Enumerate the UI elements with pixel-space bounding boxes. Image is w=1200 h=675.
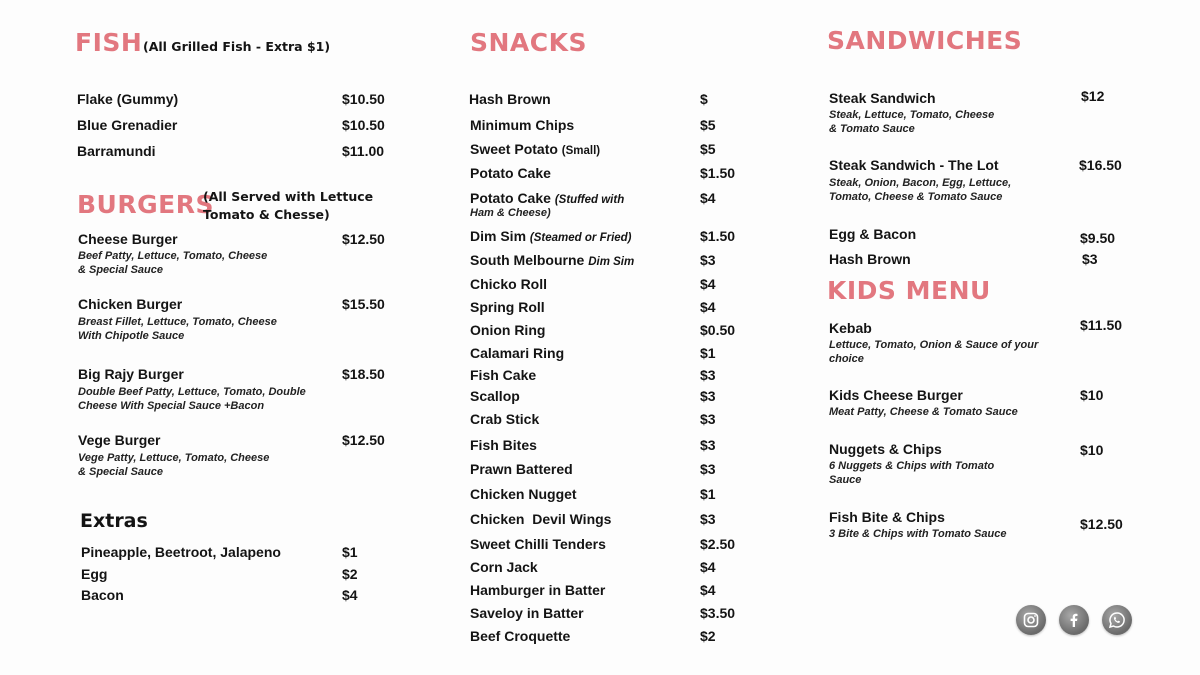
facebook-glyph <box>1066 612 1082 628</box>
sandwich-item-name: Hash Brown <box>829 251 911 267</box>
snack-item-label: Sweet Potato <box>470 141 558 157</box>
kids-item-desc: 3 Bite & Chips with Tomato Sauce <box>829 528 1007 540</box>
snack-item-price: $3 <box>700 411 716 427</box>
kids-item-name: Nuggets & Chips <box>829 441 942 457</box>
fish-item-name: Blue Grenadier <box>77 117 178 133</box>
extras-item-price: $1 <box>342 544 358 560</box>
snack-item-sub: Dim Sim <box>588 256 635 268</box>
kids-item-price: $12.50 <box>1080 516 1123 532</box>
snack-item-name: Scallop <box>470 388 520 404</box>
snack-item-name <box>470 228 632 244</box>
burger-item-desc: Breast Fillet, Lettuce, Tomato, Cheese With Chipotle Sauce <box>78 316 277 342</box>
snack-item-name: Potato Cake <box>470 165 551 181</box>
snack-item-price: $3 <box>700 437 716 453</box>
snack-item-price: $4 <box>700 582 716 598</box>
kids-item-desc: 6 Nuggets & Chips with Tomato Sauce <box>829 460 995 486</box>
snack-item-name: Spring Roll <box>470 299 545 315</box>
burgers-heading: BURGERS <box>77 190 214 219</box>
kids-item-price: $11.50 <box>1080 317 1123 333</box>
sandwich-item-name: Egg & Bacon <box>829 226 917 242</box>
snack-item-price: $3.50 <box>700 605 736 621</box>
facebook-icon[interactable] <box>1059 605 1089 635</box>
snack-item-price: $4 <box>700 276 716 292</box>
snack-item-name <box>470 252 634 268</box>
burger-item-price: $18.50 <box>342 366 385 382</box>
fish-note: (All Grilled Fish - Extra $1) <box>143 39 331 54</box>
snack-item-price: $3 <box>700 388 716 404</box>
snack-item-name: Chicken Devil Wings <box>470 511 612 527</box>
sandwich-item-price: $9.50 <box>1080 230 1116 246</box>
sandwich-item-name: Steak Sandwich <box>829 90 936 106</box>
kids-item-price: $10 <box>1080 442 1104 458</box>
snack-item-price: $3 <box>700 252 716 268</box>
burger-item-price: $12.50 <box>342 432 385 448</box>
snack-item-name: Beef Croquette <box>470 628 571 644</box>
burger-item-name: Cheese Burger <box>78 231 178 247</box>
sandwich-item-name: Steak Sandwich - The Lot <box>829 157 999 173</box>
sandwich-item-price: $12 <box>1081 88 1105 104</box>
snack-item-desc: Ham & Cheese) <box>470 207 551 219</box>
snack-item-price: $5 <box>700 141 716 157</box>
instagram-icon[interactable] <box>1016 605 1046 635</box>
kids-item-name: Fish Bite & Chips <box>829 509 945 525</box>
snack-item-name: Prawn Battered <box>470 461 573 477</box>
snack-item-price: $4 <box>700 190 716 206</box>
whatsapp-glyph <box>1108 611 1126 629</box>
fish-item-price: $11.00 <box>342 143 385 159</box>
snack-item-label: Potato Cake <box>470 190 551 206</box>
snack-item-sub: (Stuffed with <box>554 194 625 206</box>
snack-item-sub: (Small) <box>561 145 601 157</box>
kids-item-name: Kebab <box>829 320 872 336</box>
fish-item-price: $10.50 <box>342 117 385 133</box>
extras-item-price: $4 <box>342 587 358 603</box>
snack-item-name <box>470 190 624 206</box>
snack-item-name: Crab Stick <box>470 411 540 427</box>
burger-item-name: Chicken Burger <box>78 296 183 312</box>
snack-item-price: $3 <box>700 511 716 527</box>
snack-item-price: $1 <box>700 345 716 361</box>
snacks-heading: SNACKS <box>470 28 588 57</box>
snack-item-label: Dim Sim <box>470 228 527 244</box>
snack-item-price: $ <box>700 91 708 107</box>
snack-item-price: $5 <box>700 117 716 133</box>
sandwich-item-desc: Steak, Lettuce, Tomato, Cheese & Tomato Sauce <box>829 109 995 135</box>
extras-item-price: $2 <box>342 566 358 582</box>
burger-item-price: $12.50 <box>342 231 385 247</box>
whatsapp-icon[interactable] <box>1102 605 1132 635</box>
sandwich-item-desc: Steak, Onion, Bacon, Egg, Lettuce, Tomato, Cheese & Tomato Sauce <box>829 177 1012 203</box>
snack-item-sub: (Steamed or Fried) <box>529 232 632 244</box>
kids-item-desc: Lettuce, Tomato, Onion & Sauce of your choice <box>829 339 1039 365</box>
fish-item-name: Flake (Gummy) <box>77 91 179 107</box>
snack-item-name: Fish Cake <box>470 367 537 383</box>
sandwich-item-price: $16.50 <box>1079 157 1122 173</box>
snack-item-price: $1.50 <box>700 228 736 244</box>
burger-item-desc: Beef Patty, Lettuce, Tomato, Cheese & Special Sauce <box>78 250 268 276</box>
sandwiches-heading: SANDWICHES <box>827 26 1023 55</box>
snack-item-name: Sweet Chilli Tenders <box>470 536 606 552</box>
snack-item-name <box>470 141 600 157</box>
snack-item-price: $3 <box>700 367 716 383</box>
burger-item-name: Big Rajy Burger <box>78 366 184 382</box>
kids-menu-heading: KIDS MENU <box>827 276 991 305</box>
snack-item-name: Chicko Roll <box>470 276 548 292</box>
extras-item-name: Bacon <box>81 587 124 603</box>
burger-item-desc: Vege Patty, Lettuce, Tomato, Cheese & Special Sauce <box>78 452 270 478</box>
snack-item-price: $1 <box>700 486 716 502</box>
burger-item-price: $15.50 <box>342 296 385 312</box>
burgers-note-line1: (All Served with Lettuce <box>203 189 374 204</box>
kids-item-desc: Meat Patty, Cheese & Tomato Sauce <box>829 406 1018 418</box>
snack-item-name: Saveloy in Batter <box>470 605 584 621</box>
snack-item-name: Fish Bites <box>470 437 537 453</box>
snack-item-name: Calamari Ring <box>470 345 565 361</box>
sandwich-item-price: $3 <box>1082 251 1098 267</box>
snack-item-price: $2.50 <box>700 536 736 552</box>
fish-heading: FISH <box>75 28 143 57</box>
burger-item-name: Vege Burger <box>78 432 161 448</box>
snack-item-name: Hamburger in Batter <box>470 582 606 598</box>
snack-item-price: $3 <box>700 461 716 477</box>
snack-item-price: $1.50 <box>700 165 736 181</box>
snack-item-name: Onion Ring <box>470 322 546 338</box>
extras-item-name: Egg <box>81 566 108 582</box>
instagram-glyph <box>1023 612 1039 628</box>
snack-item-name: Hash Brown <box>469 91 551 107</box>
snack-item-name: Minimum Chips <box>470 117 575 133</box>
snack-item-price: $4 <box>700 299 716 315</box>
snack-item-price: $0.50 <box>700 322 736 338</box>
snack-item-price: $2 <box>700 628 716 644</box>
fish-item-price: $10.50 <box>342 91 385 107</box>
kids-item-name: Kids Cheese Burger <box>829 387 963 403</box>
burger-item-desc: Double Beef Patty, Lettuce, Tomato, Double Cheese With Special Sauce +Bacon <box>78 386 306 412</box>
extras-heading: Extras <box>80 510 148 532</box>
snack-item-name: Corn Jack <box>470 559 538 575</box>
burgers-note-line2: Tomato & Chesse) <box>203 207 330 222</box>
snack-item-price: $4 <box>700 559 716 575</box>
snack-item-label: South Melbourne <box>470 252 585 268</box>
kids-item-price: $10 <box>1080 387 1104 403</box>
fish-item-name: Barramundi <box>77 143 156 159</box>
snack-item-name: Chicken Nugget <box>470 486 577 502</box>
extras-item-name: Pineapple, Beetroot, Jalapeno <box>81 544 281 560</box>
